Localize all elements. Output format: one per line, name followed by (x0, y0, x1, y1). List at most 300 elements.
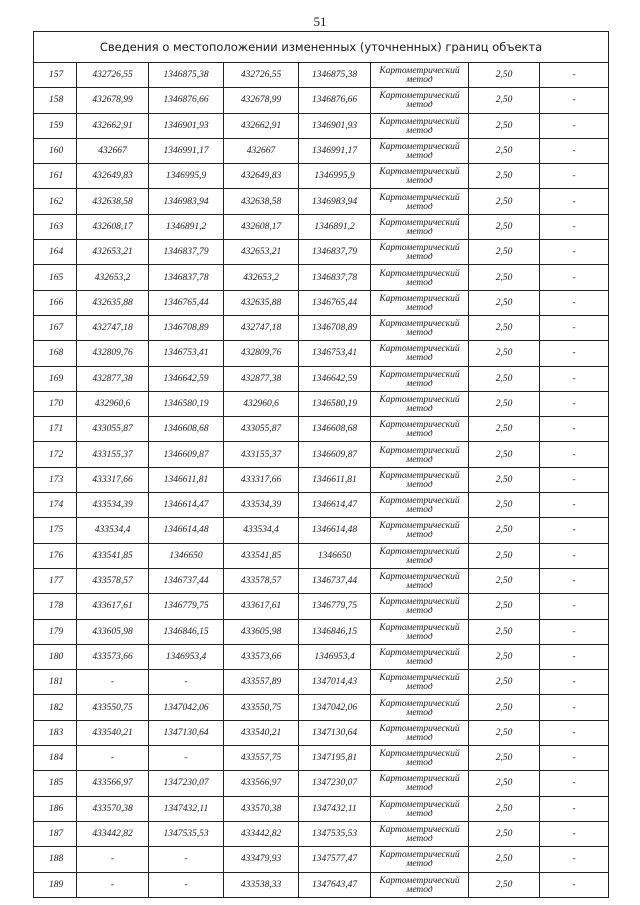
accuracy-cell: 2,50 (469, 644, 540, 669)
method-cell (371, 695, 469, 720)
method-line2: метод (406, 329, 433, 338)
table-row (34, 746, 609, 771)
refined-x-cell: 433573,66 (224, 644, 299, 669)
method-line1: Картометрический (379, 319, 460, 330)
accuracy-cell: 2,50 (469, 493, 540, 518)
table-row (34, 240, 609, 265)
method-cell (371, 214, 469, 239)
table-row (34, 138, 609, 163)
existing-x-cell: 433578,57 (77, 568, 149, 593)
accuracy-cell: 2,50 (469, 88, 540, 113)
accuracy-cell: 2,50 (469, 189, 540, 214)
method-cell (371, 796, 469, 821)
method-line1: Картометрический (379, 268, 460, 279)
refined-y-cell: 1346609,87 (299, 442, 371, 467)
existing-x-cell: 432649,83 (77, 164, 149, 189)
existing-x-cell: 432877,38 (77, 366, 149, 391)
existing-y-cell: 1346609,87 (149, 442, 224, 467)
existing-x-cell: 432747,18 (77, 315, 149, 340)
existing-y-cell: 1346983,94 (149, 189, 224, 214)
refined-y-cell: 1346580,19 (299, 391, 371, 416)
existing-y-cell: 1346837,78 (149, 265, 224, 290)
point-number-cell: 171 (34, 417, 77, 442)
method-line1: Картометрический (379, 167, 460, 178)
table-title-row (34, 32, 609, 63)
accuracy-cell: 2,50 (469, 872, 540, 897)
refined-y-cell: 1347014,43 (299, 670, 371, 695)
note-cell: - (540, 543, 609, 568)
method-line1: Картометрический (379, 825, 460, 836)
method-line2: метод (406, 556, 433, 565)
existing-x-cell: 432809,76 (77, 341, 149, 366)
refined-x-cell: 433550,75 (224, 695, 299, 720)
accuracy-cell: 2,50 (469, 341, 540, 366)
point-number-cell: 159 (34, 113, 77, 138)
accuracy-cell: 2,50 (469, 746, 540, 771)
method-cell (371, 113, 469, 138)
method-line2: метод (406, 177, 433, 186)
method-cell (371, 720, 469, 745)
accuracy-cell: 2,50 (469, 138, 540, 163)
existing-x-cell: 433573,66 (77, 644, 149, 669)
refined-x-cell: 432635,88 (224, 290, 299, 315)
point-number-cell: 185 (34, 771, 77, 796)
method-line2: метод (406, 835, 433, 844)
method-cell (371, 138, 469, 163)
table-row (34, 113, 609, 138)
method-line2: метод (406, 152, 433, 161)
point-number-cell: 172 (34, 442, 77, 467)
table-row (34, 821, 609, 846)
accuracy-cell: 2,50 (469, 290, 540, 315)
note-cell: - (540, 113, 609, 138)
refined-y-cell: 1347535,53 (299, 821, 371, 846)
refined-y-cell: 1346995,9 (299, 164, 371, 189)
method-line2: метод (406, 253, 433, 262)
existing-x-cell: 432960,6 (77, 391, 149, 416)
method-line2: метод (406, 683, 433, 692)
refined-y-cell: 1347643,47 (299, 872, 371, 897)
existing-x-cell: 433617,61 (77, 594, 149, 619)
table-row (34, 315, 609, 340)
table-row (34, 417, 609, 442)
table-row (34, 568, 609, 593)
refined-y-cell: 1347195,81 (299, 746, 371, 771)
existing-x-cell: 432653,21 (77, 240, 149, 265)
method-line2: метод (406, 126, 433, 135)
table-row (34, 391, 609, 416)
point-number-cell: 188 (34, 847, 77, 872)
existing-y-cell: 1346891,2 (149, 214, 224, 239)
existing-y-cell: 1346608,68 (149, 417, 224, 442)
refined-y-cell: 1346891,2 (299, 214, 371, 239)
method-line1: Картометрический (379, 445, 460, 456)
existing-x-cell: 433570,38 (77, 796, 149, 821)
note-cell: - (540, 240, 609, 265)
accuracy-cell: 2,50 (469, 670, 540, 695)
method-line1: Картометрический (379, 774, 460, 785)
method-line2: метод (406, 809, 433, 818)
method-line1: Картометрический (379, 496, 460, 507)
accuracy-cell: 2,50 (469, 771, 540, 796)
method-line2: метод (406, 455, 433, 464)
point-number-cell: 157 (34, 63, 77, 88)
method-line1: Картометрический (379, 647, 460, 658)
existing-x-cell: 432653,2 (77, 265, 149, 290)
note-cell: - (540, 442, 609, 467)
point-number-cell: 160 (34, 138, 77, 163)
method-line1: Картометрический (379, 470, 460, 481)
note-cell: - (540, 467, 609, 492)
refined-y-cell: 1346614,48 (299, 518, 371, 543)
refined-y-cell: 1347432,11 (299, 796, 371, 821)
refined-x-cell: 432747,18 (224, 315, 299, 340)
accuracy-cell: 2,50 (469, 164, 540, 189)
method-cell (371, 872, 469, 897)
refined-y-cell: 1346608,68 (299, 417, 371, 442)
note-cell: - (540, 847, 609, 872)
method-line2: метод (406, 784, 433, 793)
method-line1: Картометрический (379, 66, 460, 77)
note-cell: - (540, 594, 609, 619)
accuracy-cell: 2,50 (469, 821, 540, 846)
note-cell: - (540, 265, 609, 290)
page-number: 51 (313, 14, 327, 29)
existing-x-cell: 433442,82 (77, 821, 149, 846)
table-row (34, 189, 609, 214)
refined-y-cell: 1346611,81 (299, 467, 371, 492)
accuracy-cell: 2,50 (469, 518, 540, 543)
refined-y-cell: 1347130,64 (299, 720, 371, 745)
refined-x-cell: 432877,38 (224, 366, 299, 391)
note-cell: - (540, 720, 609, 745)
point-number-cell: 189 (34, 872, 77, 897)
table-row (34, 644, 609, 669)
method-line1: Картометрический (379, 344, 460, 355)
note-cell: - (540, 189, 609, 214)
existing-x-cell: 432726,55 (77, 63, 149, 88)
point-number-cell: 186 (34, 796, 77, 821)
refined-x-cell: 432653,2 (224, 265, 299, 290)
method-cell (371, 366, 469, 391)
refined-y-cell: 1346846,15 (299, 619, 371, 644)
refined-x-cell: 432726,55 (224, 63, 299, 88)
existing-x-cell: - (77, 872, 149, 897)
refined-x-cell: 433557,75 (224, 746, 299, 771)
accuracy-cell: 2,50 (469, 366, 540, 391)
existing-x-cell: 433605,98 (77, 619, 149, 644)
boundary-coordinates-table (33, 31, 609, 898)
method-line2: метод (406, 657, 433, 666)
accuracy-cell: 2,50 (469, 63, 540, 88)
point-number-cell: 165 (34, 265, 77, 290)
refined-y-cell: 1346953,4 (299, 644, 371, 669)
method-line2: метод (406, 202, 433, 211)
note-cell: - (540, 164, 609, 189)
method-line2: метод (406, 227, 433, 236)
note-cell: - (540, 644, 609, 669)
method-line1: Картометрический (379, 116, 460, 127)
note-cell: - (540, 518, 609, 543)
existing-y-cell: 1346753,41 (149, 341, 224, 366)
note-cell: - (540, 872, 609, 897)
refined-x-cell: 432809,76 (224, 341, 299, 366)
method-line1: Картометрический (379, 521, 460, 532)
existing-x-cell: 433317,66 (77, 467, 149, 492)
existing-y-cell: 1346737,44 (149, 568, 224, 593)
refined-y-cell: 1346708,89 (299, 315, 371, 340)
method-line1: Картометрический (379, 420, 460, 431)
table-row (34, 796, 609, 821)
refined-x-cell: 433605,98 (224, 619, 299, 644)
existing-y-cell: 1346901,93 (149, 113, 224, 138)
refined-x-cell: 433617,61 (224, 594, 299, 619)
point-number-cell: 163 (34, 214, 77, 239)
note-cell: - (540, 315, 609, 340)
existing-x-cell: 433566,97 (77, 771, 149, 796)
note-cell: - (540, 417, 609, 442)
method-cell (371, 619, 469, 644)
method-cell (371, 493, 469, 518)
note-cell: - (540, 771, 609, 796)
note-cell: - (540, 821, 609, 846)
existing-y-cell: 1346846,15 (149, 619, 224, 644)
existing-y-cell: - (149, 670, 224, 695)
refined-y-cell: 1346983,94 (299, 189, 371, 214)
table-row (34, 543, 609, 568)
existing-x-cell: 433155,37 (77, 442, 149, 467)
refined-x-cell: 432667 (224, 138, 299, 163)
accuracy-cell: 2,50 (469, 391, 540, 416)
method-line2: метод (406, 531, 433, 540)
method-cell (371, 847, 469, 872)
point-number-cell: 164 (34, 240, 77, 265)
existing-y-cell: 1346765,44 (149, 290, 224, 315)
table-row (34, 265, 609, 290)
method-line1: Картометрический (379, 850, 460, 861)
existing-x-cell: 433055,87 (77, 417, 149, 442)
accuracy-cell: 2,50 (469, 847, 540, 872)
existing-y-cell: 1346876,66 (149, 88, 224, 113)
table-row (34, 720, 609, 745)
note-cell: - (540, 290, 609, 315)
method-line1: Картометрический (379, 572, 460, 583)
method-cell (371, 442, 469, 467)
accuracy-cell: 2,50 (469, 265, 540, 290)
existing-x-cell: 432667 (77, 138, 149, 163)
existing-x-cell: - (77, 670, 149, 695)
table-row (34, 493, 609, 518)
accuracy-cell: 2,50 (469, 594, 540, 619)
method-line1: Картометрический (379, 673, 460, 684)
method-cell (371, 290, 469, 315)
method-line1: Картометрический (379, 91, 460, 102)
note-cell: - (540, 214, 609, 239)
table-row (34, 872, 609, 897)
method-cell (371, 315, 469, 340)
refined-x-cell: 433534,39 (224, 493, 299, 518)
method-cell (371, 746, 469, 771)
point-number-cell: 177 (34, 568, 77, 593)
refined-y-cell: 1346737,44 (299, 568, 371, 593)
method-line1: Картометрический (379, 369, 460, 380)
refined-x-cell: 433578,57 (224, 568, 299, 593)
table-title: Сведения о местоположении измененных (уточненных) границ объекта (34, 32, 609, 63)
method-line2: метод (406, 76, 433, 85)
refined-y-cell: 1346875,38 (299, 63, 371, 88)
method-line1: Картометрический (379, 192, 460, 203)
table-row (34, 366, 609, 391)
refined-y-cell: 1346901,93 (299, 113, 371, 138)
note-cell: - (540, 568, 609, 593)
existing-x-cell: - (77, 847, 149, 872)
refined-x-cell: 433442,82 (224, 821, 299, 846)
existing-y-cell: 1346875,38 (149, 63, 224, 88)
method-line1: Картометрический (379, 749, 460, 760)
refined-x-cell: 433541,85 (224, 543, 299, 568)
method-line2: метод (406, 860, 433, 869)
existing-y-cell: - (149, 847, 224, 872)
note-cell: - (540, 341, 609, 366)
method-line2: метод (406, 430, 433, 439)
method-cell (371, 341, 469, 366)
existing-x-cell: 432662,91 (77, 113, 149, 138)
point-number-cell: 161 (34, 164, 77, 189)
method-line1: Картометрический (379, 395, 460, 405)
method-cell (371, 164, 469, 189)
accuracy-cell: 2,50 (469, 113, 540, 138)
refined-y-cell: 1346753,41 (299, 341, 371, 366)
accuracy-cell: 2,50 (469, 695, 540, 720)
note-cell: - (540, 670, 609, 695)
accuracy-cell: 2,50 (469, 417, 540, 442)
existing-y-cell: 1346642,59 (149, 366, 224, 391)
existing-x-cell: 432678,99 (77, 88, 149, 113)
table-row (34, 290, 609, 315)
method-line2: метод (406, 733, 433, 742)
refined-x-cell: 433479,93 (224, 847, 299, 872)
accuracy-cell: 2,50 (469, 568, 540, 593)
refined-x-cell: 433570,38 (224, 796, 299, 821)
method-line2: метод (406, 278, 433, 287)
refined-y-cell: 1346837,79 (299, 240, 371, 265)
refined-y-cell: 1347042,06 (299, 695, 371, 720)
point-number-cell: 158 (34, 88, 77, 113)
accuracy-cell: 2,50 (469, 796, 540, 821)
method-cell (371, 189, 469, 214)
method-cell (371, 594, 469, 619)
table-row (34, 88, 609, 113)
refined-y-cell: 1346876,66 (299, 88, 371, 113)
refined-y-cell: 1346614,47 (299, 493, 371, 518)
note-cell: - (540, 796, 609, 821)
table-row (34, 467, 609, 492)
existing-y-cell: 1347432,11 (149, 796, 224, 821)
refined-y-cell: 1347230,07 (299, 771, 371, 796)
table-row (34, 594, 609, 619)
table-row (34, 164, 609, 189)
method-cell (371, 240, 469, 265)
refined-x-cell: 432638,58 (224, 189, 299, 214)
method-line1: Картометрический (379, 243, 460, 254)
point-number-cell: 183 (34, 720, 77, 745)
point-number-cell: 168 (34, 341, 77, 366)
accuracy-cell: 2,50 (469, 214, 540, 239)
accuracy-cell: 2,50 (469, 442, 540, 467)
existing-x-cell: 432608,17 (77, 214, 149, 239)
method-line1: Картометрический (379, 293, 460, 304)
method-line2: метод (406, 708, 433, 717)
point-number-cell: 170 (34, 391, 77, 416)
method-line1: Картометрический (379, 217, 460, 228)
method-cell (371, 518, 469, 543)
method-line2: метод (406, 379, 433, 388)
refined-x-cell: 433317,66 (224, 467, 299, 492)
method-line1: Картометрический (379, 698, 460, 709)
method-line1: Картометрический (379, 799, 460, 810)
accuracy-cell: 2,50 (469, 619, 540, 644)
method-cell (371, 63, 469, 88)
method-cell (371, 543, 469, 568)
note-cell: - (540, 391, 609, 416)
accuracy-cell: 2,50 (469, 467, 540, 492)
refined-x-cell: 432649,83 (224, 164, 299, 189)
point-number-cell: 184 (34, 746, 77, 771)
table-row (34, 619, 609, 644)
refined-x-cell: 432608,17 (224, 214, 299, 239)
refined-y-cell: 1347577,47 (299, 847, 371, 872)
method-line1: Картометрический (379, 875, 460, 886)
method-line1: Картометрический (379, 723, 460, 734)
existing-y-cell: 1346708,89 (149, 315, 224, 340)
existing-x-cell: 432635,88 (77, 290, 149, 315)
refined-x-cell: 433534,4 (224, 518, 299, 543)
existing-y-cell: 1346614,47 (149, 493, 224, 518)
accuracy-cell: 2,50 (469, 720, 540, 745)
note-cell: - (540, 493, 609, 518)
method-cell (371, 265, 469, 290)
method-line2: метод (406, 607, 433, 616)
existing-y-cell: 1347042,06 (149, 695, 224, 720)
method-line1: Картометрический (379, 597, 460, 608)
accuracy-cell: 2,50 (469, 543, 540, 568)
refined-x-cell: 432653,21 (224, 240, 299, 265)
existing-x-cell: 433541,85 (77, 543, 149, 568)
method-line2: метод (406, 506, 433, 515)
accuracy-cell: 2,50 (469, 315, 540, 340)
point-number-cell: 169 (34, 366, 77, 391)
note-cell: - (540, 366, 609, 391)
method-line2: метод (406, 405, 433, 413)
point-number-cell: 179 (34, 619, 77, 644)
method-line1: Картометрический (379, 142, 460, 153)
refined-x-cell: 433055,87 (224, 417, 299, 442)
existing-y-cell: 1347535,53 (149, 821, 224, 846)
refined-x-cell: 433538,33 (224, 872, 299, 897)
method-cell (371, 467, 469, 492)
existing-x-cell: 433540,21 (77, 720, 149, 745)
refined-x-cell: 432960,6 (224, 391, 299, 416)
existing-y-cell: 1346580,19 (149, 391, 224, 416)
refined-x-cell: 432678,99 (224, 88, 299, 113)
refined-y-cell: 1346765,44 (299, 290, 371, 315)
method-line2: метод (406, 303, 433, 312)
point-number-cell: 166 (34, 290, 77, 315)
table-row (34, 63, 609, 88)
existing-y-cell: 1346611,81 (149, 467, 224, 492)
note-cell: - (540, 619, 609, 644)
method-line2: метод (406, 480, 433, 489)
